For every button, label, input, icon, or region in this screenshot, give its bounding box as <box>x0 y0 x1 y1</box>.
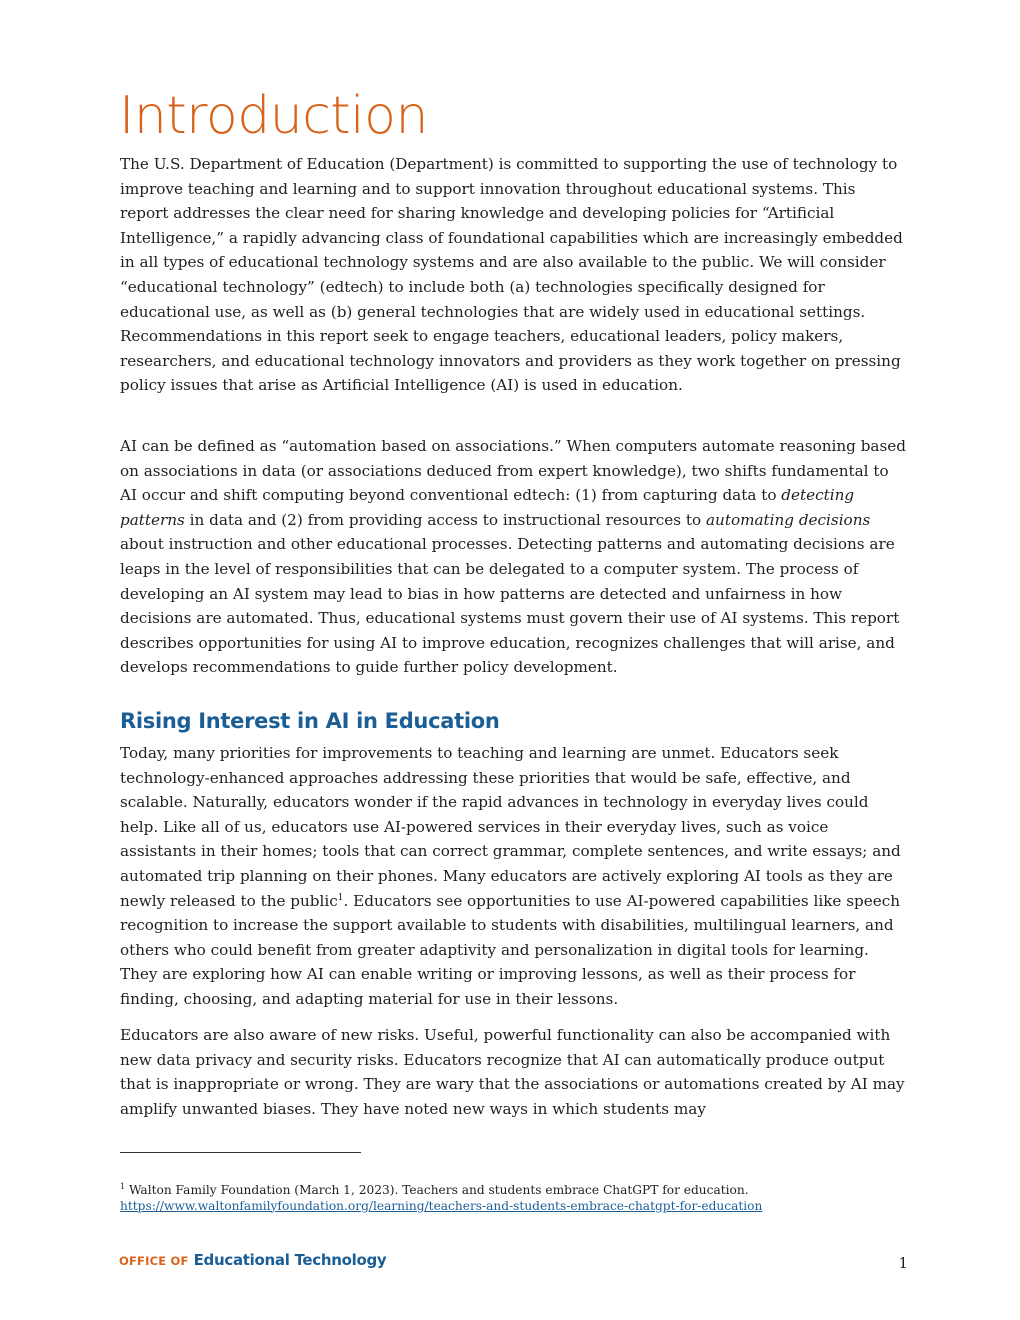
office-logo <box>119 1250 386 1269</box>
footnote-line <box>120 1183 920 1199</box>
page-title: Introduction <box>119 86 428 146</box>
footnote-text: Walton Family Foundation (March 1, 2023). Teachers and students embrace ChatGPT for education. <box>125 1183 749 1197</box>
logo-prefix: OFFICE OF <box>119 1254 189 1268</box>
paragraph-text: . Educators see opportunities to use AI-powered capabilities like speech recognition to increase the support available to students with disabilities, multilingual learners, and others who could benefit from greater adaptivity and personalization in digital tools for learning. They are exploring how AI can enable writing or improving lessons, as well as their process for finding, choosing, and adapting material for use in their lessons. <box>120 891 901 1008</box>
page-number: 1 <box>898 1254 908 1272</box>
section-heading: Rising Interest in AI in Education <box>120 709 500 733</box>
footnote-reference[interactable]: 1 <box>337 892 344 903</box>
paragraph-text: about instruction and other educational processes. Detecting patterns and automating decisions are leaps in the level of responsibilities that can be delegated to a computer system. The process of developing an AI system may lead to bias in how patterns are detected and unfairness in how decisions are automated. Thus, educational systems must govern their use of AI systems. This report describes opportunities for using AI to improve education, recognizes challenges that will arise, and develops recommendations to guide further policy development. <box>120 535 900 677</box>
paragraph-text: in data and (2) from providing access to instructional resources to <box>184 510 706 529</box>
section-paragraph-2: Educators are also aware of new risks. Useful, powerful functionality can also be accompanied with new data privacy and security risks. Educators recognize that AI can automatically produce output that is inappropriate or wrong. They are wary that the associations or automations created by AI may amplify unwanted biases. They have noted new ways in which students may <box>120 1026 905 1118</box>
emphasis-automating-decisions: automating decisions <box>706 510 871 529</box>
footnote-link[interactable]: https://www.waltonfamilyfoundation.org/learning/teachers-and-students-embrace-chatgpt-for-education <box>120 1198 763 1213</box>
intro-paragraph-2 <box>120 434 906 680</box>
footnote-separator <box>120 1152 361 1153</box>
intro-paragraph-1: The U.S. Department of Education (Department) is committed to supporting the use of technology to improve teaching and learning and to support innovation throughout educational systems. This report addresses the clear need for sharing knowledge and developing policies for “Artificial Intelligence,” a rapidly advancing class of foundational capabilities which are increasingly embedded in all types of educational technology systems and are also available to the public. We will consider “educational technology” (edtech) to include both (a) technologies specifically designed for educational use, as well as (b) general technologies that are widely used in educational settings. Recommendations in this report seek to engage teachers, educational leaders, policy makers, researchers, and educational technology innovators and providers as they work together on pressing policy issues that arise as Artificial Intelligence (AI) is used in education. <box>120 155 903 395</box>
emphasis-detecting-patterns: detecting patterns <box>120 486 855 529</box>
footnote <box>120 1183 920 1214</box>
footnote-number: 1 <box>120 1182 126 1191</box>
paragraph-text: AI can be defined as “automation based on associations.” When computers automate reasoning based on associations in data (or associations deduced from expert knowledge), two shifts fundamental to AI occur and shift computing beyond conventional edtech: (1) from capturing data to <box>120 437 906 505</box>
paragraph-text: Today, many priorities for improvements to teaching and learning are unmet. Educators seek technology-enhanced approaches addressing these priorities that would be safe, effective, and scalable. Naturally, educators wonder if the rapid advances in technology in everyday lives could help. Like all of us, educators use AI-powered services in their everyday lives, such as voice assistants in their homes; tools that can correct grammar, complete sentences, and write essays; and automated trip planning on their phones. Many educators are actively exploring AI tools as they are newly released to the public <box>120 744 901 910</box>
logo-name: Educational Technology <box>193 1251 387 1269</box>
section-paragraph-1 <box>120 741 906 1012</box>
